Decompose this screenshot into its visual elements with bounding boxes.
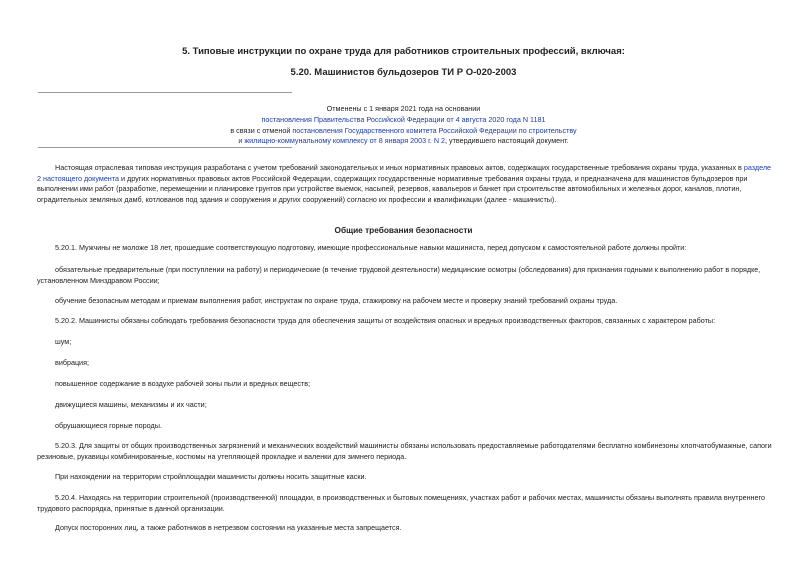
divider-top	[38, 92, 292, 93]
subsection-title: 5.20. Машинистов бульдозеров ТИ Р О-020-2003	[290, 67, 517, 78]
divider-bottom	[38, 147, 292, 148]
gosstroy-decree-link-cont[interactable]: и жилищно-коммунальному комплексу от 8 января 2003 г. N 2	[238, 136, 446, 145]
paragraph-5-20-3: 5.20.3. Для защиты от общих производственных загрязнений и механических воздействий машинисты обязаны использовать предоставляемые работодателями бесплатно комбинезоны хлопчатобумажные, сапоги резиновые, рукавицы комбинированные, костюмы на утепляющей прокладке и валенки для зимнего периода.	[37, 441, 772, 461]
paragraph-5-20-2: 5.20.2. Машинисты обязаны соблюдать требования безопасности труда для обеспечения защиты от воздействия опасных и вредных производственных факторов, связанных с характером работы:	[55, 316, 716, 325]
intro-text-1: Настоящая отраслевая типовая инструкция разработана с учетом требований законодательных и иных нормативных правовых актов, содержащих государственные требования охраны труда, указанных в	[55, 163, 744, 172]
paragraph-access: Допуск посторонних лиц, а также работников в нетрезвом состоянии на указанные места запрещается.	[55, 523, 402, 532]
hazard-noise: шум;	[55, 337, 72, 346]
hazard-vibration: вибрация;	[55, 358, 89, 367]
paragraph-5-20-4: 5.20.4. Находясь на территории строительной (производственной) площадки, в производственных и бытовых помещениях, участках работ и рабочих местах, машинисты обязаны выполнять правила внутреннего трудового распорядка, принятые в данной организации.	[37, 493, 765, 513]
hazard-rocks: обрушающиеся горные породы.	[55, 421, 162, 430]
intro-text-2: и других нормативных правовых актов Российской Федерации, содержащих государственные нормативные требования охраны труда, и предназначена для машинистов бульдозеров при выполнении ими работ (разработке, перемещении и планировке грунтов при устройстве выемок, насыпей, резервов, кавальеров и банкет при строительстве автомобильных и железных дорог, каналов, плотин, оградительных земляных дамб, котлованов под здания и сооружения и других сооружений) согласно их профессии и квалификации (далее - машинисты).	[37, 173, 748, 204]
hazard-dust: повышенное содержание в воздухе рабочей зоны пыли и вредных веществ;	[55, 379, 311, 388]
government-decree-link[interactable]: постановления Правительства Российской Федерации от 4 августа 2020 года N 1181	[261, 115, 546, 124]
cancel-note-line2	[0, 115, 807, 124]
gosstroy-decree-link[interactable]: постановления Государственного комитета Российской Федерации по строительству	[292, 126, 577, 135]
section-2-link[interactable]: разделе 2 настоящего документа	[37, 163, 772, 183]
general-requirements-heading: Общие требования безопасности	[334, 225, 473, 235]
cancel-note-prefix: в связи с отменой	[230, 126, 293, 135]
paragraph-helmets: При нахождении на территории стройплощадки машинисты должны носить защитные каски.	[55, 472, 367, 481]
hazard-machines: движущиеся машины, механизмы и их части;	[55, 400, 207, 409]
paragraph-training: обучение безопасным методам и приемам выполнения работ, инструктаж по охране труда, стажировку на рабочем месте и проверку знаний требований охраны труда.	[55, 296, 618, 305]
cancel-note-line3	[0, 126, 807, 135]
intro-paragraph	[37, 163, 777, 205]
cancel-note-suffix: , утвердившего настоящий документ.	[445, 136, 569, 145]
cancel-note-line4	[0, 136, 807, 145]
section-title: 5. Типовые инструкции по охране труда для работников строительных профессий, включая:	[182, 46, 625, 57]
paragraph-medical: обязательные предварительные (при поступлении на работу) и периодические (в течение трудовой деятельности) медицинские осмотры (обследования) для признания годными к выполнению работ в порядке, установленном Минздравом России;	[37, 265, 761, 285]
paragraph-5-20-1: 5.20.1. Мужчины не моложе 18 лет, прошедшие соответствующую подготовку, имеющие профессиональные навыки машиниста, перед допуском к самостоятельной работе должны пройти:	[55, 243, 687, 252]
cancel-note-line1: Отменены с 1 января 2021 года на основании	[326, 104, 481, 113]
